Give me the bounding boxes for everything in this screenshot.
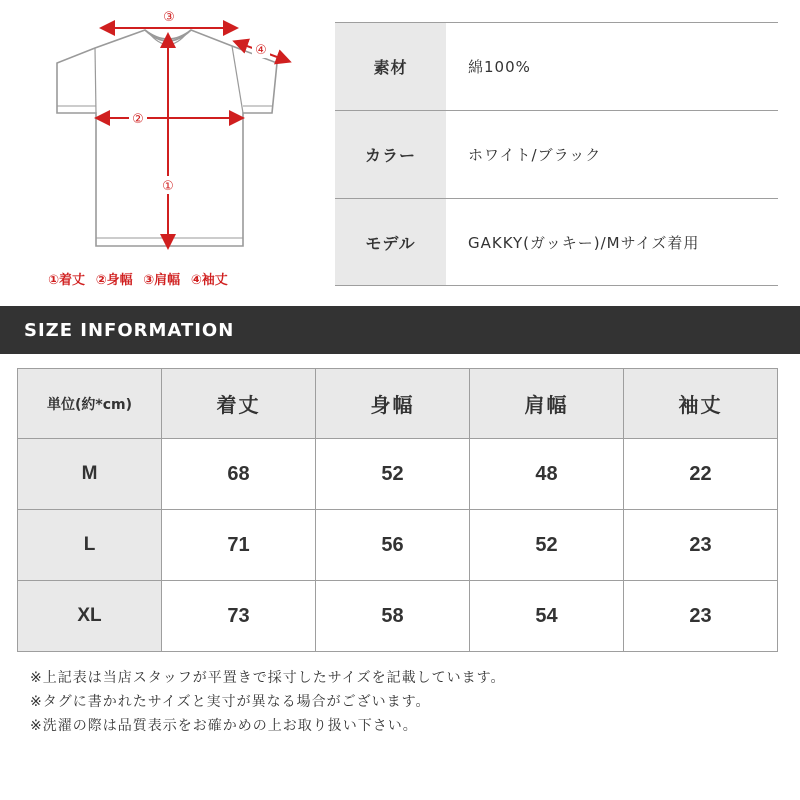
spec-row-model	[335, 198, 778, 286]
marker-4: ④	[255, 43, 267, 58]
table-cell: 52	[316, 439, 470, 510]
marker-2: ②	[132, 112, 144, 127]
note-line: ※タグに書かれたサイズと実寸が異なる場合がございます。	[30, 694, 431, 710]
table-cell: 48	[470, 439, 624, 510]
spec-row-material	[335, 22, 778, 110]
note-line: ※上記表は当店スタッフが平置きで採寸したサイズを記載しています。	[30, 670, 506, 686]
table-cell: 22	[624, 439, 778, 510]
size-table	[17, 368, 778, 652]
table-cell: 56	[316, 510, 470, 581]
measurement-legend	[48, 269, 234, 288]
spec-key: 素材	[335, 23, 446, 110]
tshirt-measurement-diagram	[0, 0, 330, 300]
table-row	[18, 581, 778, 652]
size-information-banner	[0, 306, 800, 354]
note-line: ※洗濯の際は品質表示をお確かめの上お取り扱い下さい。	[30, 718, 418, 734]
tshirt-outline-graphic	[0, 0, 330, 300]
banner-title: SIZE INFORMATION	[24, 319, 235, 341]
table-cell: 23	[624, 510, 778, 581]
legend-item: ②身幅	[95, 273, 133, 288]
table-row	[18, 439, 778, 510]
table-cell: 52	[470, 510, 624, 581]
header-unit: 単位(約*cm)	[18, 369, 162, 439]
spec-key: モデル	[335, 199, 446, 285]
spec-value: GAKKY(ガッキー)/Mサイズ着用	[468, 233, 700, 252]
table-cell: 58	[316, 581, 470, 652]
spec-key: カラー	[335, 111, 446, 198]
header-sleeve-length: 袖丈	[624, 369, 778, 439]
legend-item: ①着丈	[48, 273, 86, 288]
size-label: L	[18, 510, 162, 581]
spec-row-color	[335, 110, 778, 198]
header-body-width: 身幅	[316, 369, 470, 439]
size-notes	[30, 666, 506, 738]
table-cell: 71	[162, 510, 316, 581]
legend-item: ③肩幅	[143, 273, 181, 288]
marker-1: ①	[162, 179, 174, 194]
table-cell: 54	[470, 581, 624, 652]
legend-item: ④袖丈	[190, 273, 228, 288]
spec-value: 綿100%	[468, 58, 531, 76]
table-row	[18, 510, 778, 581]
size-label: M	[18, 439, 162, 510]
table-cell: 68	[162, 439, 316, 510]
marker-3: ③	[163, 10, 175, 25]
header-length: 着丈	[162, 369, 316, 439]
table-cell: 23	[624, 581, 778, 652]
spec-value: ホワイト/ブラック	[468, 146, 602, 164]
product-spec-table	[335, 22, 778, 286]
header-shoulder-width: 肩幅	[470, 369, 624, 439]
table-cell: 73	[162, 581, 316, 652]
size-table-header	[18, 369, 778, 439]
size-label: XL	[18, 581, 162, 652]
